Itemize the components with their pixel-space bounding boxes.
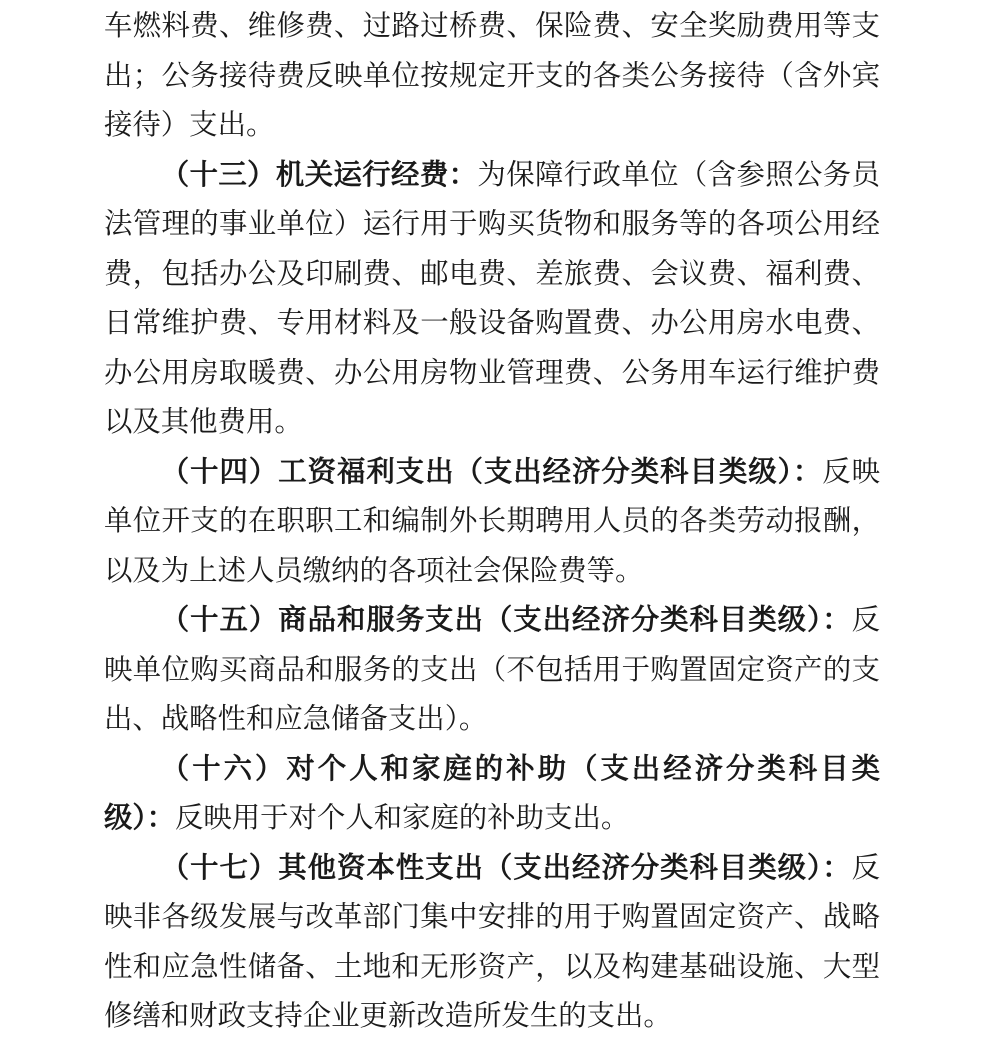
paragraph-item-14-body: 反映单位开支的在职职工和编制外长期聘用人员的各类劳动报酬，以及为上述人员缴纳的各项社会保险费等。 (104, 456, 880, 587)
paragraph-item-14 (104, 448, 880, 597)
paragraph-item-13-heading: （十三）机关运行经费： (160, 159, 478, 191)
paragraph-continuation (104, 2, 880, 151)
paragraph-item-15 (104, 596, 880, 745)
paragraph-item-15-heading: （十五）商品和服务支出（支出经济分类科目类级）： (160, 605, 852, 636)
paragraph-item-16 (104, 745, 880, 844)
paragraph-item-17 (104, 844, 880, 1042)
paragraph-item-13 (104, 151, 880, 448)
paragraph-item-17-heading: （十七）其他资本性支出（支出经济分类科目类级）： (160, 852, 852, 884)
paragraph-continuation-body: 车燃料费、维修费、过路过桥费、保险费、安全奖励费用等支出；公务接待费反映单位按规定开支的各类公务接待（含外宾接待）支出。 (104, 11, 880, 141)
paragraph-item-17-body: 反映非各级发展与改革部门集中安排的用于购置固定资产、战略性和应急性储备、土地和无形资产，以及构建基础设施、大型修缮和财政支持企业更新改造所发生的支出。 (104, 852, 880, 1032)
paragraph-item-16-heading: （十六）对个人和家庭的补助（支出经济分类科目类级）： (104, 753, 880, 834)
paragraph-item-13-body: 为保障行政单位（含参照公务员法管理的事业单位）运行用于购买货物和服务等的各项公用经费，包括办公及印刷费、邮电费、差旅费、会议费、福利费、日常维护费、专用材料及一般设备购置费、办公用房水电费、办公用房取暖费、办公用房物业管理费、公务用车运行维护费以及其他费用。 (104, 159, 880, 438)
paragraph-item-14-heading: （十四）工资福利支出（支出经济分类科目类级）： (160, 456, 823, 488)
paragraph-item-15-body: 反映单位购买商品和服务的支出（不包括用于购置固定资产的支出、战略性和应急储备支出）。 (104, 605, 880, 735)
paragraph-item-16-body: 反映用于对个人和家庭的补助支出。 (174, 803, 630, 834)
